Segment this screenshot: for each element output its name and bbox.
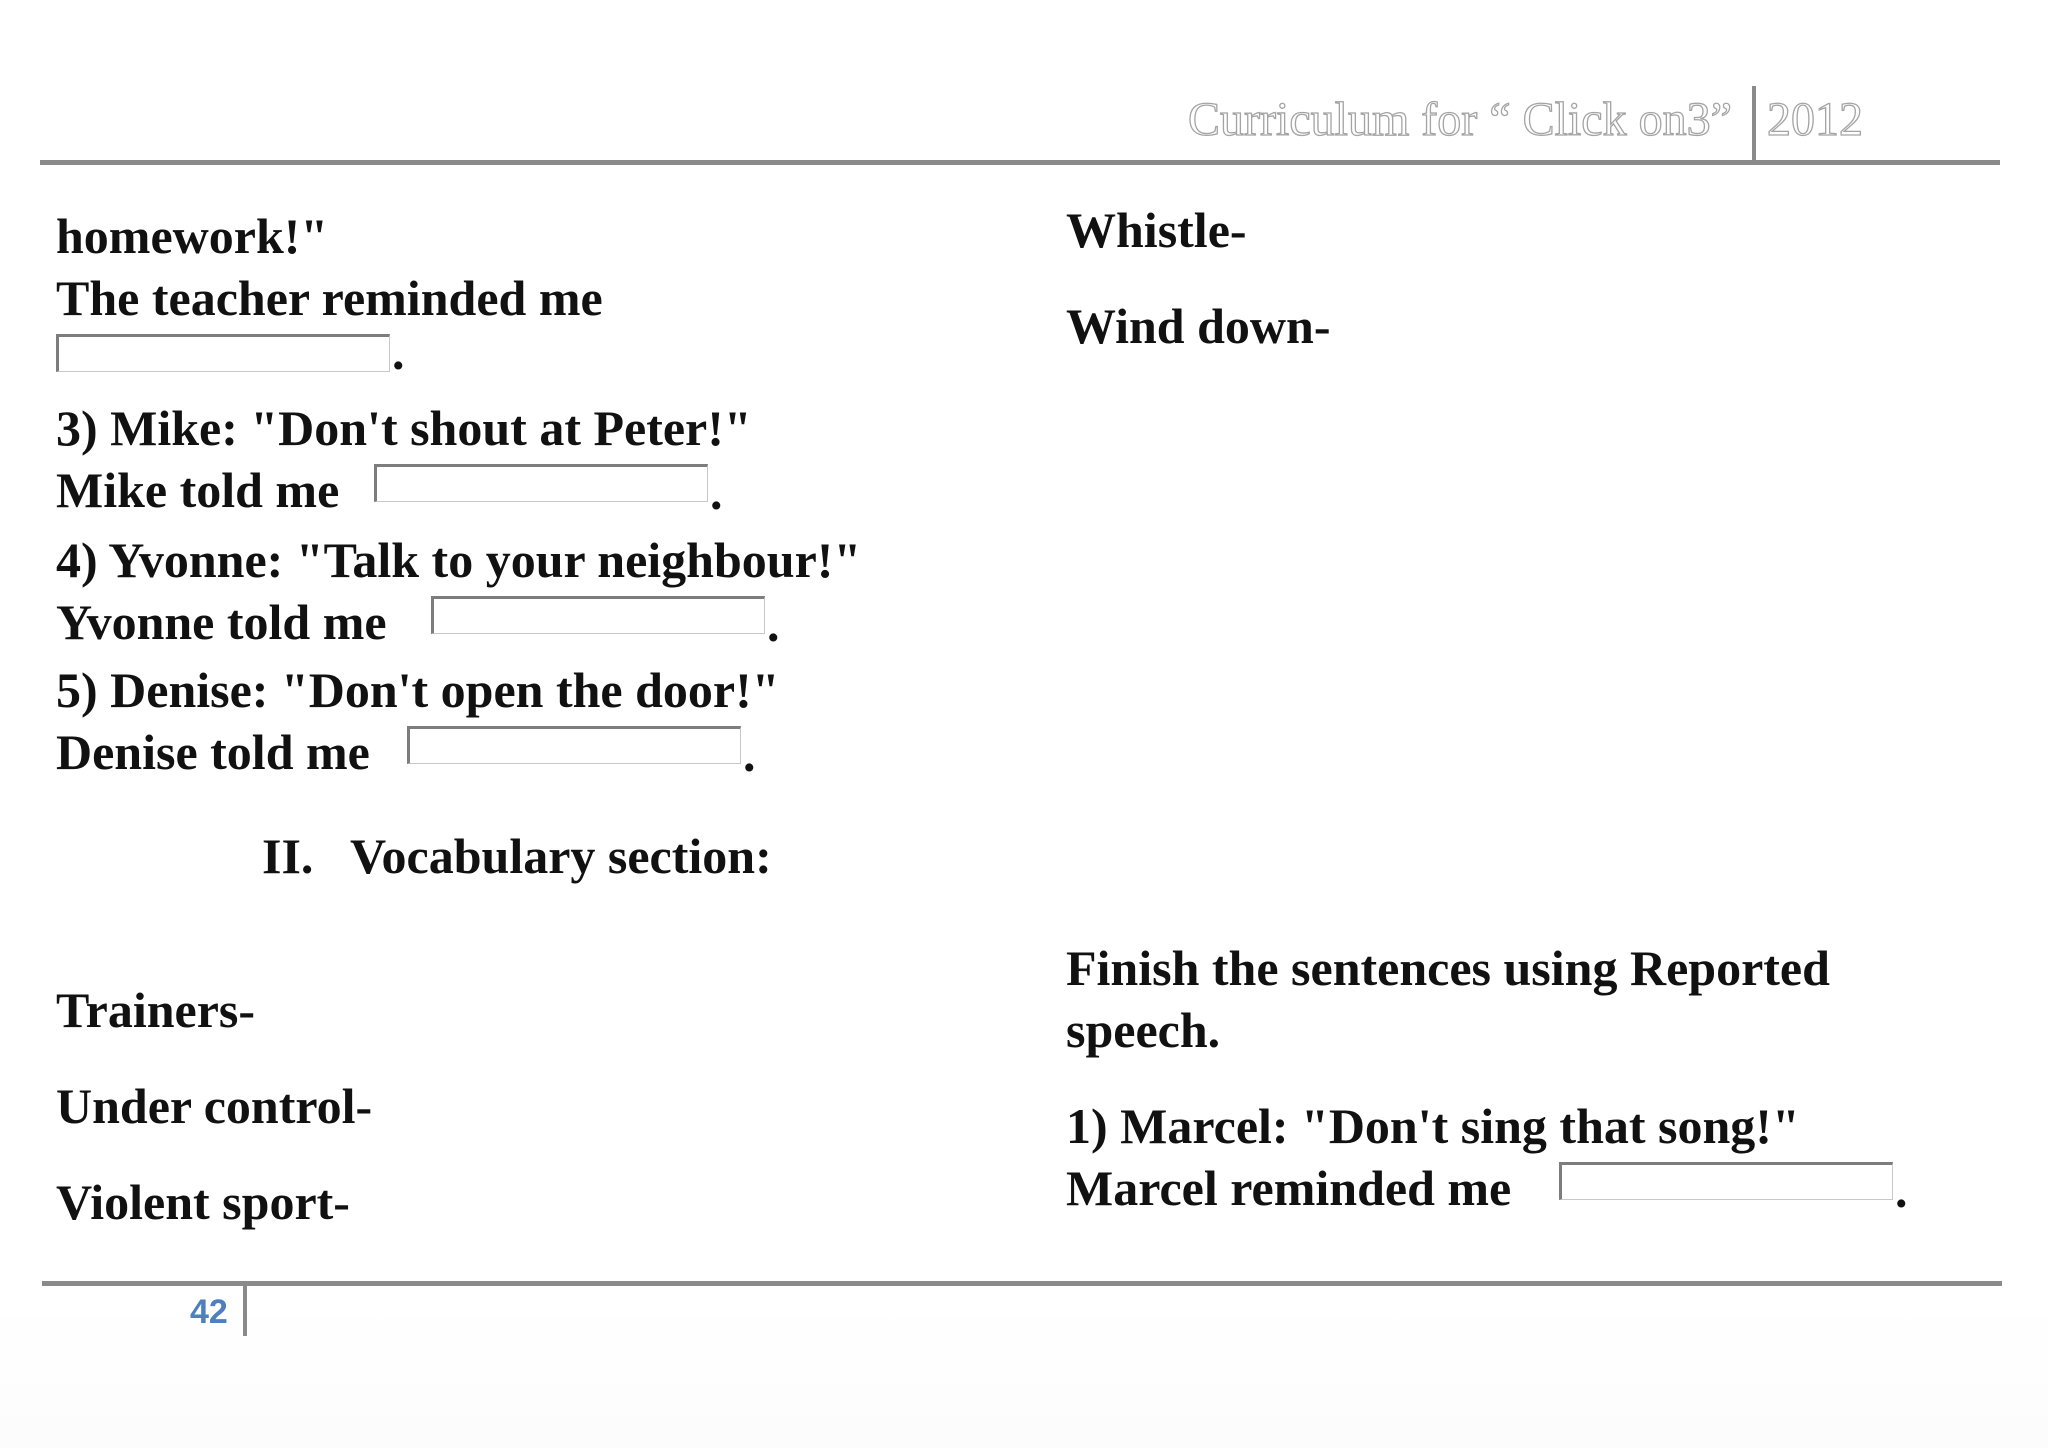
period: . <box>767 596 780 652</box>
period: . <box>743 726 756 782</box>
question-1-prompt: 1) Marcel: "Don't sing that song!" <box>1066 1098 1800 1154</box>
answer-field-q4[interactable] <box>431 596 765 634</box>
text-line-homework: homework!" <box>56 208 329 264</box>
question-5-answer-lead: Denise told me <box>56 724 370 780</box>
section-number: II. <box>262 828 314 884</box>
question-3-answer-lead: Mike told me <box>56 462 340 518</box>
footer-rule <box>42 1281 2002 1286</box>
header-rule <box>40 160 2000 165</box>
vocab-term-wind-down: Wind down- <box>1066 298 1331 354</box>
question-4-answer-lead: Yvonne told me <box>56 594 387 650</box>
header-year: 2012 <box>1767 93 1863 146</box>
question-4-prompt: 4) Yvonne: "Talk to your neighbour!" <box>56 532 862 588</box>
vocab-term-whistle: Whistle- <box>1066 202 1247 258</box>
question-3-prompt: 3) Mike: "Don't shout at Peter!" <box>56 400 752 456</box>
period: . <box>392 324 405 380</box>
footer-separator <box>243 1286 247 1336</box>
answer-field-q1[interactable] <box>1559 1162 1893 1200</box>
period: . <box>710 464 723 520</box>
answer-field-q3[interactable] <box>374 464 708 502</box>
page-number: 42 <box>190 1293 228 1331</box>
vocab-term-under-control: Under control- <box>56 1078 373 1134</box>
header-separator <box>1752 86 1756 164</box>
answer-field-q5[interactable] <box>407 726 741 764</box>
question-5-prompt: 5) Denise: "Don't open the door!" <box>56 662 780 718</box>
section-title: Vocabulary section: <box>350 828 772 884</box>
text-line-teacher-reminded: The teacher reminded me <box>56 270 603 326</box>
header-title: Curriculum for “ Click on3” <box>1188 93 1732 146</box>
period: . <box>1895 1162 1908 1218</box>
vocab-term-trainers: Trainers- <box>56 982 256 1038</box>
instructions-line-2: speech. <box>1066 1002 1221 1058</box>
answer-field-q2[interactable] <box>56 334 390 372</box>
vocab-term-violent-sport: Violent sport- <box>56 1174 350 1230</box>
page-bottom-shade <box>0 1300 2048 1448</box>
instructions-line-1: Finish the sentences using Reported <box>1066 940 1830 996</box>
question-1-answer-lead: Marcel reminded me <box>1066 1160 1512 1216</box>
